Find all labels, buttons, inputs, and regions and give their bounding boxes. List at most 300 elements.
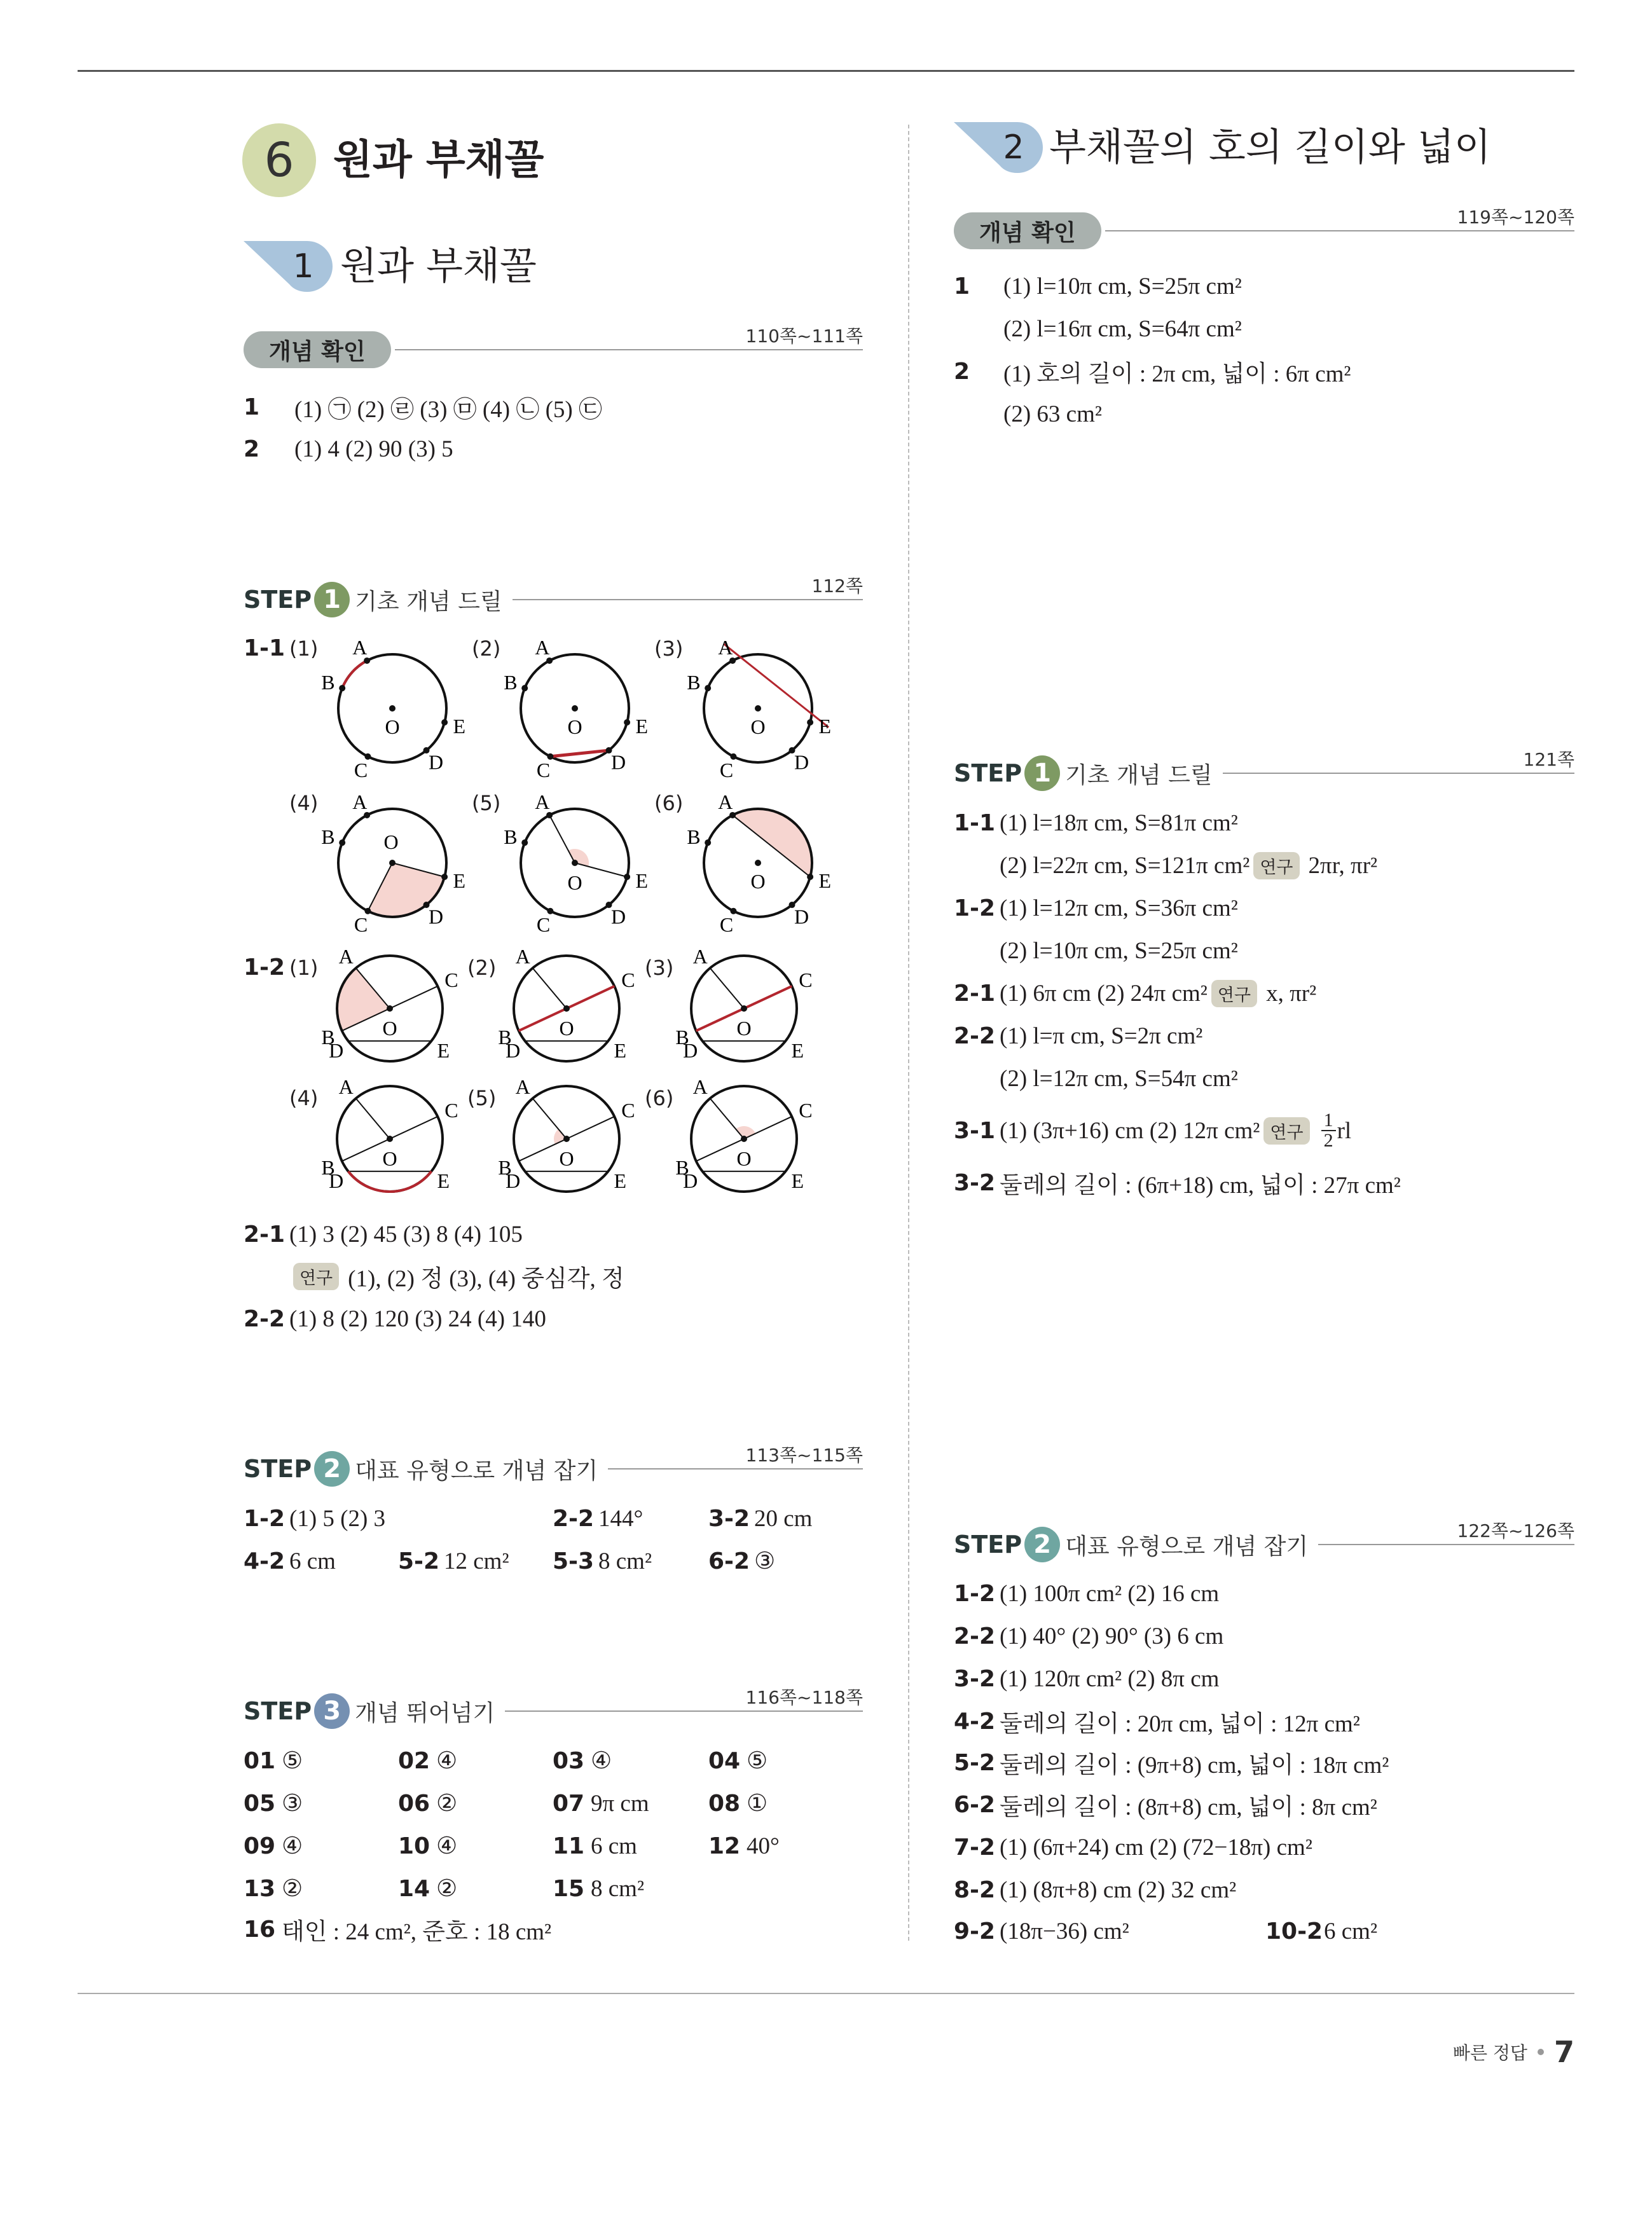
sub-question-label: (5) [467,1086,497,1110]
answer-line [398,1828,457,1864]
answer-text: (2) 63 cm² [1003,401,1102,427]
answer-line [244,1543,336,1579]
point-label-d: D [794,905,809,928]
answer-label: 2-2 [954,1022,996,1049]
header-rule [1318,1520,1574,1545]
answer-label: 1-2 [954,895,996,921]
answer-line [553,1501,643,1536]
point-label-b: B [498,1156,512,1180]
point-label-d: D [329,1038,344,1062]
page-reference: 110쪽~111쪽 [745,326,863,347]
center-point [387,1005,393,1012]
step-number-badge: 1 [314,582,350,617]
center-point [389,860,396,866]
point-label-o: O [750,715,766,738]
answer-text: (1) l=10π cm, S=25π cm² [1003,273,1242,299]
point-b [521,839,528,846]
point-label-e: E [818,715,832,738]
answer-line [708,1786,767,1821]
answer-label: 1-2 [244,1505,286,1532]
answer-text: ④ [591,1748,612,1774]
answer-label: 11 [553,1833,585,1859]
answer-text: (1) (3π+16) cm (2) 12π cm² [1000,1117,1260,1144]
center-point [389,705,396,712]
point-label-a: A [515,1075,530,1099]
point-label-c: C [354,913,368,937]
center-point [572,705,578,712]
point-label-c: C [719,759,734,782]
point-label-b: B [687,825,701,849]
footer [1453,2035,1574,2069]
answer-text: (1) 5 (2) 3 [289,1505,386,1532]
answer-text: 2πr, πr² [1308,852,1378,879]
point-b [705,685,711,691]
fraction [1321,1111,1336,1150]
answer-label: 5-2 [398,1548,440,1574]
point-label-e: E [614,1169,627,1192]
step-label: STEP [244,586,312,614]
answer-line [708,1543,775,1579]
point-label-c: C [354,759,368,782]
point-label-a: A [535,635,550,659]
answer-text: ② [282,1876,303,1902]
step-number-badge: 3 [314,1693,350,1729]
step-title: 기초 개념 드릴 [355,588,502,615]
answer-label: 1 [244,394,260,420]
center-point [563,1005,570,1012]
answer-label: 1 [954,273,970,299]
point-label-c: C [444,968,458,991]
answer-line [398,1871,457,1906]
answer-line [954,1061,1238,1096]
chapter-number: 6 [264,133,294,188]
answer-line [954,354,1351,389]
point-label-e: E [437,1038,450,1062]
answer-text: 둘레의 길이 : (6π+18) cm, 넓이 : 27π cm² [1000,1173,1401,1199]
answer-label: 15 [553,1875,585,1902]
answer-label: 06 [398,1790,430,1817]
point-label-a: A [718,790,733,813]
point-label-c: C [444,1098,458,1122]
answer-text: ④ [282,1833,303,1859]
point-label-d: D [429,905,444,928]
point-label-b: B [675,1026,689,1049]
answer-text: (2) l=16π cm, S=64π cm² [1003,315,1242,342]
answer-text: (1) 8 (2) 120 (3) 24 (4) 140 [289,1305,546,1332]
chapter-number-badge [242,123,316,197]
point-b [339,839,345,846]
center-point [755,860,761,866]
question-label: 1-2 [244,954,286,981]
answer-line [954,975,1316,1011]
step-title: 개념 뛰어넘기 [355,1700,495,1726]
answer-text: (1) l=π cm, S=2π cm² [1000,1022,1203,1049]
sub-question-label: (5) [472,791,501,815]
circle-diagram [642,1037,846,1241]
header-rule [1105,207,1574,231]
answer-line [954,933,1238,968]
point-label-e: E [635,715,649,738]
sub-question-label: (2) [467,956,497,980]
point-label-e: E [453,715,466,738]
point-e [624,874,630,880]
point-label-a: A [338,945,354,968]
answer-text: ③ [754,1548,776,1574]
concept-check-pill: 개념 확인 [244,331,391,368]
answer-line [553,1786,649,1821]
answer-text: (1) l=18π cm, S=81π cm² [1000,809,1238,836]
point-label-o: O [567,871,582,894]
answer-label: 13 [244,1875,276,1902]
highlighted-arc [342,661,367,688]
point-label-o: O [559,1017,574,1040]
answer-text: (1) 4 (2) 90 (3) 5 [294,436,453,462]
answer-line [244,1743,303,1779]
step-label: STEP [954,759,1022,787]
point-b [339,685,345,691]
answer-line [708,1743,767,1779]
point-label-c: C [621,968,635,991]
point-label-e: E [791,1169,804,1192]
point-label-a: A [692,1075,708,1099]
column-divider [908,125,909,1941]
answer-line [244,1501,385,1536]
point-label-c: C [799,1098,813,1122]
point-label-d: D [611,750,626,774]
point-label-o: O [382,1147,397,1170]
answer-text: 9π cm [591,1790,649,1817]
answer-text: x, πr² [1266,980,1317,1007]
answer-label: 03 [553,1747,585,1774]
point-label-d: D [611,905,626,928]
answer-line [1265,1913,1377,1949]
point-label-d: D [506,1169,521,1192]
answer-text: (1) 100π cm² (2) 16 cm [1000,1580,1220,1607]
page-number: 7 [1553,2035,1574,2069]
point-label-b: B [498,1026,512,1049]
answer-label: 2-2 [244,1305,286,1332]
top-rule [78,70,1574,72]
point-label-c: C [799,968,813,991]
point-e [441,719,448,726]
sub-question-label: (1) [289,637,319,661]
step-label: STEP [244,1455,312,1483]
answer-label: 2-2 [553,1505,595,1532]
answer-text: (2) l=10π cm, S=25π cm² [1000,937,1238,964]
chapter-title: 원과 부채꼴 [333,137,544,184]
highlighted-arc [348,1171,432,1192]
point-label-d: D [429,750,444,774]
point-label-a: A [535,790,550,813]
step-label: STEP [244,1697,312,1725]
study-badge: 연구 [1263,1117,1309,1145]
sub-question-label: (3) [645,956,674,980]
segment [549,815,575,863]
point-e [807,874,813,880]
point-label-a: A [515,945,530,968]
step-number-badge: 2 [1024,1527,1060,1562]
answer-label: 05 [244,1790,276,1817]
answer-line [553,1543,652,1579]
answer-text: (1) 120π cm² (2) 8π cm [1000,1665,1220,1692]
answer-label: 02 [398,1747,430,1774]
point-label-o: O [750,870,766,893]
answer-text: (1) (6π+24) cm (2) (72−18π) cm² [1000,1834,1312,1861]
answer-label: 4-2 [954,1708,996,1735]
answer-label: 6-2 [954,1791,996,1818]
answer-text: ③ [282,1791,303,1817]
point-e [624,719,630,726]
answer-text: 둘레의 길이 : (9π+8) cm, 넓이 : 18π cm² [1000,1752,1389,1779]
header-rule [505,1687,863,1712]
header-rule [608,1445,863,1469]
concept-check-pill: 개념 확인 [954,212,1101,249]
page-reference: 112쪽 [811,575,863,596]
answer-line [244,431,453,467]
answer-line [954,1829,1312,1865]
answer-label: 1-1 [954,809,996,836]
point-label-b: B [321,825,335,849]
step-title: 기초 개념 드릴 [1065,762,1213,788]
answer-label: 2 [954,358,970,385]
segment [710,968,744,1008]
point-label-o: O [382,1017,397,1040]
point-e [807,719,813,726]
answer-text: (2) l=12π cm, S=54π cm² [1000,1065,1238,1092]
answer-line [954,1787,1377,1822]
answer-line [244,389,602,425]
answer-line [954,1703,1360,1739]
answer-label: 10-2 [1265,1918,1323,1944]
answer-text: ④ [436,1748,458,1774]
answer-label: 12 [708,1833,741,1859]
section-title: 원과 부채꼴 [340,244,537,289]
point-label-a: A [352,790,368,813]
step-header [244,1445,863,1489]
answer-text: 둘레의 길이 : 20π cm, 넓이 : 12π cm² [1000,1711,1360,1737]
page-reference: 121쪽 [1523,749,1574,770]
answer-text: (1) 호의 길이 : 2π cm, 넓이 : 6π cm² [1003,361,1351,387]
answer-line [954,268,1242,304]
point-label-d: D [329,1169,344,1192]
section-number: 1 [293,247,314,286]
segment [533,1098,567,1139]
center-point [387,1136,393,1142]
answer-line [244,1911,551,1947]
point-label-o: O [383,830,399,853]
answer-label: 2 [244,436,260,462]
point-label-d: D [794,750,809,774]
step-header [954,1520,1574,1565]
answer-line [954,1165,1401,1201]
point-label-c: C [719,913,734,937]
concept-check-header [954,207,1574,251]
page-reference: 122쪽~126쪽 [1457,1520,1574,1541]
answer-line [398,1786,457,1821]
answer-line [954,1018,1202,1054]
section-title: 부채꼴의 호의 길이와 넓이 [1049,125,1491,170]
answer-label: 07 [553,1790,585,1817]
bottom-rule [78,1993,1574,1994]
shaded-region [733,809,812,877]
point-label-a: A [718,635,733,659]
answer-label: 01 [244,1747,276,1774]
answer-line [954,1913,1129,1949]
point-label-b: B [321,1026,335,1049]
center-point [563,1136,570,1142]
answer-line [553,1828,637,1864]
point-label-d: D [683,1169,698,1192]
study-badge: 연구 [1253,852,1299,879]
step-header [244,1687,863,1731]
answer-text: 20 cm [754,1505,813,1532]
point-label-e: E [635,869,649,893]
answer-line [954,805,1238,841]
answer-text: 6 cm [289,1548,336,1574]
answer-line [244,1258,624,1294]
answer-line [954,1661,1219,1697]
answer-line [553,1871,644,1906]
answer-text: ⑤ [282,1748,303,1774]
point-label-b: B [687,671,701,694]
fraction-numerator: 1 [1321,1111,1336,1131]
point-label-c: C [536,913,551,937]
page-reference: 119쪽~120쪽 [1457,207,1574,228]
answer-label: 16 [244,1916,276,1943]
answer-text: (1) l=12π cm, S=36π cm² [1000,895,1238,921]
sub-question-label: (4) [289,791,319,815]
point-label-e: E [437,1169,450,1192]
answer-text: 144° [598,1505,644,1532]
answer-line [398,1743,457,1779]
answer-text: ② [436,1876,458,1902]
step-title: 대표 유형으로 개념 잡기 [1065,1533,1309,1560]
sub-question-label: (6) [645,1086,674,1110]
answer-label: 2-2 [954,1623,996,1649]
answer-label: 04 [708,1747,741,1774]
point-e [441,874,448,880]
answer-label: 4-2 [244,1548,286,1574]
answer-label: 09 [244,1833,276,1859]
circle-diagram [465,1037,668,1241]
fraction-denominator: 2 [1323,1130,1333,1151]
segment [575,863,627,877]
section-number: 2 [1003,128,1024,167]
point-b [705,839,711,846]
segment [533,968,567,1008]
point-label-o: O [559,1147,574,1170]
point-label-e: E [791,1038,804,1062]
point-label-b: B [504,825,518,849]
circle-diagram [288,1037,492,1241]
sub-question-label: (3) [654,637,684,661]
point-label-b: B [321,671,335,694]
answer-text: 6 cm² [1324,1918,1378,1944]
point-b [521,685,528,691]
answer-line [244,1871,303,1906]
sub-question-label: (2) [472,637,501,661]
answer-label: 08 [708,1790,741,1817]
point-label-a: A [352,635,368,659]
header-rule [513,575,863,600]
answer-text: 8 cm² [591,1875,645,1902]
answer-text: (1) ㉠ (2) ㉣ (3) ㉤ (4) ㉡ (5) ㉢ [294,397,602,423]
answer-line [244,1786,303,1821]
point-label-d: D [683,1038,698,1062]
answer-label: 6-2 [708,1548,750,1574]
sub-question-label: (4) [289,1086,319,1110]
point-label-b: B [321,1156,335,1180]
center-point [755,705,761,712]
answer-line [244,1301,546,1337]
step-number-badge: 2 [314,1451,350,1487]
answer-text: 12 cm² [444,1548,509,1574]
answer-text: ② [436,1791,458,1817]
step-label: STEP [954,1531,1022,1559]
answer-label: 2-1 [954,980,996,1007]
answer-text: ④ [436,1833,458,1859]
answer-label: 9-2 [954,1918,996,1944]
answer-text: (2) l=22π cm, S=121π cm² [1000,852,1250,879]
answer-line [954,1872,1236,1908]
answer-text: (1) 40° (2) 90° (3) 6 cm [1000,1623,1224,1649]
point-label-o: O [385,715,400,738]
answer-text: 6 cm [591,1833,637,1859]
step-header [954,749,1574,794]
answer-text: rl [1337,1117,1352,1144]
answer-line [954,1576,1219,1611]
header-rule [395,326,863,350]
answer-line [398,1543,509,1579]
segment [710,1098,744,1139]
answer-label: 10 [398,1833,430,1859]
center-point [741,1005,747,1012]
study-badge: 연구 [293,1263,339,1290]
center-point [572,860,578,866]
footer-dot [1538,2049,1544,2055]
answer-text: 둘레의 길이 : (8π+8) cm, 넓이 : 8π cm² [1000,1794,1377,1820]
concept-check-header [244,326,863,370]
answer-line [244,1828,303,1864]
answer-text: (1), (2) 정 (3), (4) 중심각, 정 [348,1266,624,1292]
point-label-o: O [736,1147,752,1170]
answer-label: 3-2 [954,1169,996,1196]
answer-line [553,1743,612,1779]
point-label-b: B [504,671,518,694]
answer-line [954,311,1242,347]
answer-text: ⑤ [747,1748,768,1774]
point-label-d: D [506,1038,521,1062]
answer-text: 태인 : 24 cm², 준호 : 18 cm² [282,1919,552,1945]
point-label-o: O [736,1017,752,1040]
point-label-o: O [567,715,582,738]
answer-line [954,1618,1223,1654]
point-label-c: C [536,759,551,782]
step-title: 대표 유형으로 개념 잡기 [355,1457,598,1484]
point-label-e: E [818,869,832,893]
answer-label: 1-2 [954,1580,996,1607]
sub-question-label: (1) [289,956,319,980]
answer-text: (18π−36) cm² [1000,1918,1129,1944]
answer-line [954,1110,1352,1151]
center-point [741,1136,747,1142]
answer-label: 3-2 [708,1505,750,1532]
answer-label: 2-1 [244,1221,286,1248]
answer-line [954,848,1377,883]
page-reference: 113쪽~115쪽 [745,1445,863,1466]
point-label-a: A [338,1075,354,1099]
answer-label: 5-3 [553,1548,595,1574]
